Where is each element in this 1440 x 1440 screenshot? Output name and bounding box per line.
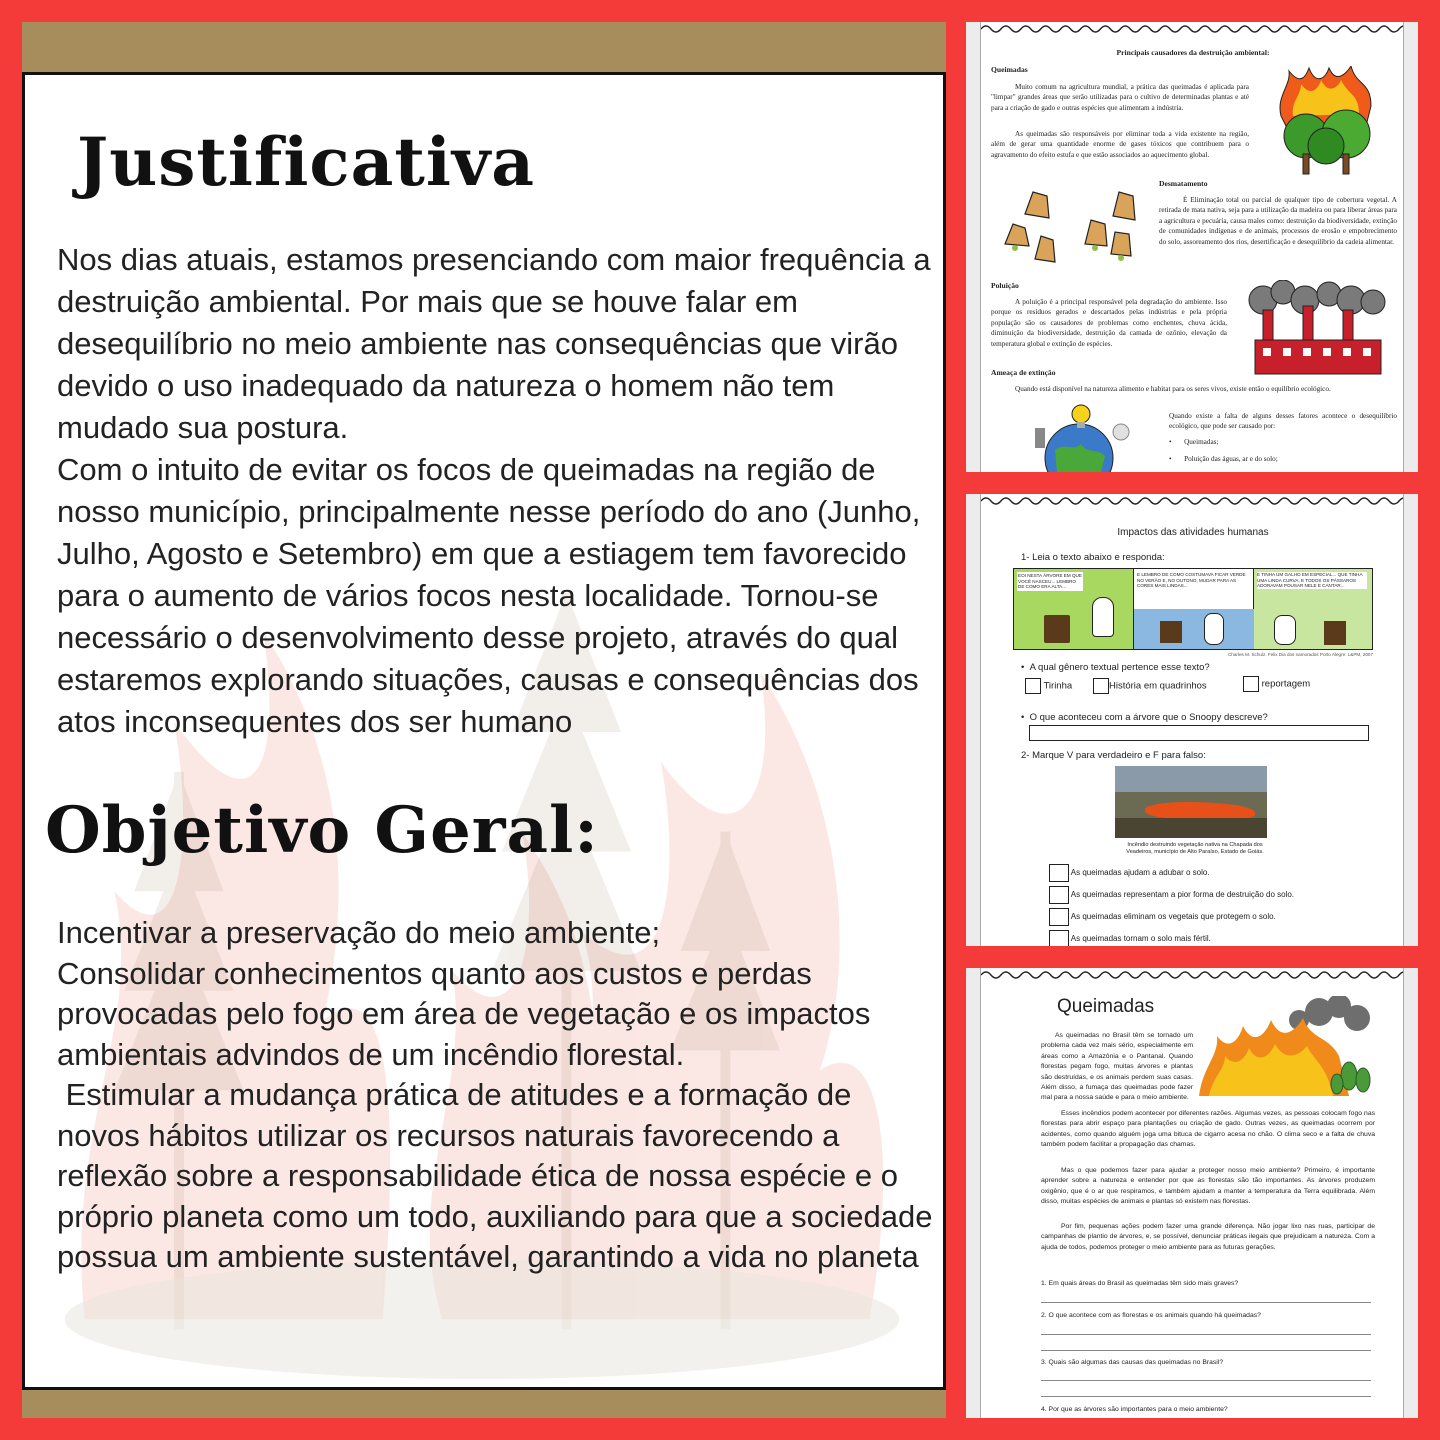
question-genre: • A qual gênero textual pertence esse texto? bbox=[1021, 662, 1210, 673]
checkbox[interactable] bbox=[1049, 930, 1069, 946]
statement-row[interactable] bbox=[1049, 930, 1211, 946]
statement-row[interactable] bbox=[1049, 908, 1276, 926]
objetivo-paragraph: Consolidar conhecimentos quanto aos custos e perdas provocadas pelo fogo em área de vegetação e os impactos ambientais advindos de um incêndio florestal. bbox=[57, 955, 871, 1072]
checkbox[interactable] bbox=[1025, 678, 1041, 694]
objetivo-paragraph: Incentivar a preservação do meio ambiente; bbox=[57, 915, 661, 950]
comic-panel bbox=[1134, 569, 1254, 649]
genre-option-tirinha[interactable] bbox=[1025, 678, 1072, 694]
wavy-border bbox=[981, 22, 1403, 36]
worksheet-page bbox=[980, 494, 1404, 946]
section-heading-ameaca: Ameaça de extinção bbox=[991, 368, 1056, 377]
main-page bbox=[22, 22, 946, 1418]
checkbox[interactable] bbox=[1049, 886, 1069, 904]
snoopy-figure bbox=[1274, 615, 1296, 645]
photo-ground bbox=[1115, 818, 1267, 838]
list-item: • Queimadas; bbox=[1169, 438, 1219, 446]
checkbox[interactable] bbox=[1243, 676, 1259, 692]
statement-text: As queimadas ajudam a adubar o solo. bbox=[1070, 868, 1210, 878]
tree-stump bbox=[1324, 621, 1346, 645]
article-paragraph: As queimadas no Brasil têm se tornado um problema cada vez mais sério, especialmente em áreas como a Amazônia e o Pantanal. Quando florestas pegam fogo, muitas árvores e plantas são destruídas, e os animais perdem suas casas. Além disso, a fumaça das queimadas pode fazer mal para a nossa saúde e para o meio ambiente. bbox=[1041, 1032, 1193, 1102]
comic-balloon: E TINHA UM GALHO EM ESPECIAL... QUE TINHA UMA LINDA CURVA, E TODOS OS PÁSSAROS ADORAVAM POUSAR NELE E CANTAR... bbox=[1257, 572, 1367, 589]
wildfire-photo bbox=[1115, 766, 1267, 838]
worksheet-title: Impactos das atividades humanas bbox=[1117, 527, 1269, 538]
photo-caption bbox=[1105, 842, 1285, 856]
justificativa-text bbox=[57, 239, 937, 743]
comic-balloon: E LEMBRO DE COMO COSTUMAVA FICAR VERDE NO VERÃO E, NO OUTONO, MUDAR PARA AS CORES MAIS LINDAS... bbox=[1137, 572, 1246, 589]
justificativa-heading: Justificativa bbox=[77, 123, 536, 201]
genre-option-hq[interactable] bbox=[1093, 678, 1207, 694]
section-heading-desmatamento: Desmatamento bbox=[1159, 179, 1208, 188]
snoopy-figure bbox=[1092, 597, 1114, 637]
worksheet-page bbox=[980, 22, 1404, 472]
comic-credit: Charles M. Schulz. Felix Dia dos namorados Porto Alegre: L&PM, 2007 bbox=[1227, 652, 1373, 657]
main-sheet bbox=[22, 72, 946, 1390]
answer-line[interactable] bbox=[1041, 1380, 1371, 1381]
question-genre-text: A qual gênero textual pertence esse texto? bbox=[1029, 662, 1210, 673]
snoopy-figure bbox=[1204, 613, 1224, 645]
comic-panel bbox=[1014, 569, 1134, 649]
checkbox[interactable] bbox=[1093, 678, 1109, 694]
desmatamento-paragraph: É Eliminação total ou parcial de qualquer tipo de cobertura vegetal. A retirada de mata nativa, seja para a utilização da madeira ou para liberar áreas para a agricultura e pecuária, causa males como: destruição da biodiversidade, extinção de comunidades indígenas e de animais, processos de erosão e empobrecimento do solo, assoreamento dos rios, desertificação e desequilíbrio da cadeia alimentar. bbox=[1159, 196, 1397, 246]
worksheet-thumbnail-queimadas bbox=[966, 968, 1418, 1418]
ameaca-paragraph: Quando existe a falta de alguns desses fatores acontece o desequilíbrio ecológico, que pode ser causado por: bbox=[1169, 412, 1397, 431]
wavy-border bbox=[981, 494, 1403, 508]
objetivo-heading: Objetivo Geral: bbox=[45, 793, 599, 868]
caption-line: Veadeiros, município de Alto Paraíso, Estado de Goiás. bbox=[1126, 849, 1264, 855]
queimadas-paragraph: As queimadas são responsáveis por eliminar toda a vida existente na região, além de gerar uma quantidade enorme de gases tóxicos que contribuem para o agravamento do efeito estufa e que estão associados ao aquecimento global. bbox=[991, 130, 1249, 159]
article-paragraph: Por fim, pequenas ações podem fazer uma grande diferença. Não jogar lixo nas ruas, participar de campanhas de plantio de árvores, e, se possível, denunciar práticas ilegais que prejudicam a natureza. Com a ajuda de todos, podemos proteger o meio ambiente para as futuras gerações. bbox=[1041, 1223, 1375, 1251]
comic-balloon: EOI NESTA ÁRVORE EM QUE VOCÊ NASCEU... LEMBRO DE COMO ERA ALTA... bbox=[1018, 573, 1082, 590]
answer-field[interactable] bbox=[1029, 725, 1369, 741]
question-item: 2. O que acontece com as florestas e os animais quando há queimadas? bbox=[1041, 1312, 1261, 1319]
genre-option-reportagem[interactable] bbox=[1243, 676, 1310, 692]
question-tree: • O que aconteceu com a árvore que o Snoopy descreve? bbox=[1021, 712, 1268, 723]
caption-line: Incêndio destruindo vegetação nativa na Chapada dos bbox=[1127, 842, 1263, 848]
question-item: 4. Por que as árvores são importantes para o meio ambiente? bbox=[1041, 1406, 1228, 1413]
statement-row[interactable] bbox=[1049, 886, 1294, 904]
worksheet-page bbox=[980, 968, 1404, 1418]
poluicao-paragraph: A poluição é a principal responsável pela degradação do ambiente. Isso porque os resíduos gerados e descartados pelas indústrias e pela própria população são os causadores de problemas como enchentes, chuva ácida, diminuição da biodiversidade, destruição da camada de ozônio, elevação da temperatura global e extinção de espécies. bbox=[991, 298, 1227, 348]
checkbox[interactable] bbox=[1049, 908, 1069, 926]
list-item: • Poluição das águas, ar e do solo; bbox=[1169, 455, 1278, 463]
objetivo-text bbox=[57, 913, 942, 1278]
tree-stumps-illustration bbox=[995, 184, 1155, 284]
factory-pollution-illustration bbox=[1243, 280, 1393, 376]
section-heading-poluicao: Poluição bbox=[991, 281, 1019, 290]
photo-smoke bbox=[1115, 766, 1267, 792]
option-label: História em quadrinhos bbox=[1109, 680, 1207, 692]
comic-strip bbox=[1013, 568, 1373, 650]
justificativa-paragraph: Nos dias atuais, estamos presenciando com maior frequência a destruição ambiental. Por mais que se houve falar em desequilíbrio no meio ambiente nas consequências que virão devido o uso inadequado da natureza o homem não tem mudado sua postura. bbox=[57, 242, 931, 445]
statement-text: As queimadas tornam o solo mais fértil. bbox=[1070, 934, 1211, 944]
ameaca-paragraph: Quando está disponível na natureza alimento e habitat para os seres vivos, existe então o equilíbrio ecológico. bbox=[1015, 385, 1331, 393]
burning-trees-illustration bbox=[1271, 66, 1381, 176]
worksheet-title: Principais causadores da destruição ambiental: bbox=[1116, 48, 1270, 57]
forest-fire-illustration bbox=[1199, 996, 1375, 1104]
statement-row[interactable] bbox=[1049, 864, 1210, 882]
answer-line[interactable] bbox=[1041, 1302, 1371, 1303]
section-heading-queimadas: Queimadas bbox=[991, 65, 1028, 74]
queimadas-paragraph: Muito comum na agricultura mundial, a prática das queimadas é aplicada para "limpar" grandes áreas que serão utilizadas para o cultivo de determinadas plantas e até para a criação de gado e outras espécies que alimentam a indústria. bbox=[991, 83, 1249, 112]
list-item-label: Poluição das águas, ar e do solo; bbox=[1184, 455, 1278, 463]
question-item: 3. Quais são algumas das causas das queimadas no Brasil? bbox=[1041, 1359, 1224, 1366]
answer-line[interactable] bbox=[1041, 1396, 1371, 1397]
answer-line[interactable] bbox=[1041, 1350, 1371, 1351]
justificativa-paragraph: Com o intuito de evitar os focos de queimadas na região de nosso município, principalmente nesse período do ano (Junho, Julho, Agosto e Setembro) em que a estiagem tem favorecido para o aumento de vários focos nesta localidade. Tornou-se necessário o desenvolvimento desse projeto, através do qual estaremos explorando situações, causas e consequências dos atos inconsequentes dos ser humano bbox=[57, 452, 921, 739]
option-label: reportagem bbox=[1261, 678, 1311, 690]
worksheet-thumbnail-causes bbox=[966, 22, 1418, 472]
wavy-border bbox=[981, 968, 1403, 982]
question-item: 1. Em quais áreas do Brasil as queimadas têm sido mais graves? bbox=[1041, 1280, 1239, 1287]
objetivo-paragraph: Estimular a mudança prática de atitudes e a formação de novos hábitos utilizar os recursos naturais favorecendo a reflexão sobre a responsabilidade ética de nossa espécie e o próprio planeta como um todo, auxiliando para que a sociedade possua um ambiente sustentável, garantindo a vida no planeta bbox=[57, 1077, 942, 1274]
article-paragraph: Esses incêndios podem acontecer por diferentes razões. Algumas vezes, as pessoas colocam fogo nas florestas para abrir espaço para plantações ou criação de gado. Outras vezes, as queimadas ocorrem por acidentes, como quando alguém joga uma bituca de cigarro acesa no chão. O clima seco e a falta de chuva também podem facilitar a propagação das chamas. bbox=[1041, 1110, 1375, 1149]
worksheet-thumbnail-impacts bbox=[966, 494, 1418, 946]
comic-sky bbox=[1134, 609, 1254, 649]
question-2: 2- Marque V para verdadeiro e F para falso: bbox=[1021, 750, 1206, 761]
earth-idea-illustration bbox=[1021, 402, 1141, 472]
statement-text: As queimadas representam a pior forma de destruição do solo. bbox=[1070, 890, 1295, 900]
question-1: 1- Leia o texto abaixo e responda: bbox=[1021, 552, 1165, 563]
option-label: Tirinha bbox=[1043, 680, 1073, 692]
tree-stump bbox=[1044, 615, 1070, 643]
checkbox[interactable] bbox=[1049, 864, 1069, 882]
worksheet-title: Queimadas bbox=[1057, 996, 1155, 1017]
answer-line[interactable] bbox=[1041, 1334, 1371, 1335]
question-tree-text: O que aconteceu com a árvore que o Snoopy descreve? bbox=[1029, 712, 1268, 723]
article-paragraph: Mas o que podemos fazer para ajudar a proteger nosso meio ambiente? Primeiro, é importante aprender sobre a natureza e entender por que as florestas são tão importantes. As árvores produzem oxigênio, que é o ar que respiramos, e também ajudam a manter a temperatura da Terra equilibrada. Além disso, muitas espécies de animais e plantas só existem nas florestas. bbox=[1041, 1167, 1375, 1206]
statement-text: As queimadas eliminam os vegetais que protegem o solo. bbox=[1070, 912, 1276, 922]
list-item-label: Queimadas; bbox=[1184, 438, 1219, 446]
comic-panel bbox=[1254, 569, 1372, 649]
tree-stump bbox=[1160, 621, 1182, 643]
